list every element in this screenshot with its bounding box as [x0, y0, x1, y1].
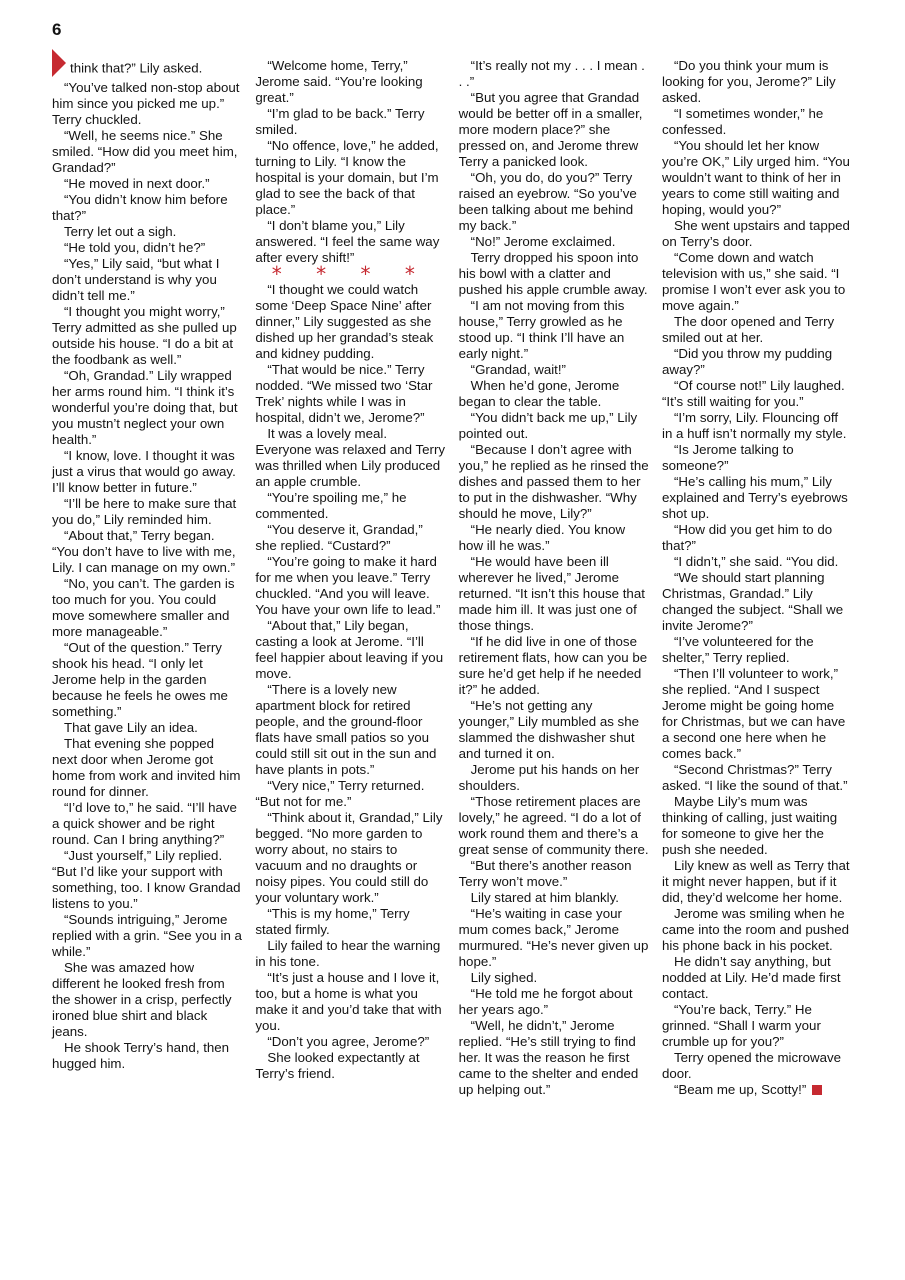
paragraph	[459, 58, 649, 90]
paragraph-text: Lily stared at him blankly.	[470, 890, 619, 905]
paragraph	[459, 522, 649, 554]
paragraph-text: “I’ve volunteered for the shelter,” Terry replied.	[661, 634, 814, 665]
paragraph-text: “You’re going to make it hard for me when you leave.” Terry chuckled. “And you will leave. You have your own life to lead.”	[255, 554, 441, 617]
paragraph-text: “You deserve it, Grandad,” she replied. “Custard?”	[255, 522, 423, 553]
paragraph-text: Terry opened the microwave door.	[661, 1050, 842, 1081]
paragraph-text: Jerome was smiling when he came into the room and pushed his phone back in his pocket.	[661, 906, 849, 953]
paragraph	[459, 378, 649, 410]
paragraph-text: “Well, he seems nice.” She smiled. “How did you meet him, Grandad?”	[52, 128, 238, 175]
paragraph-text: “Of course not!” Lily laughed. “It’s still waiting for you.”	[661, 378, 845, 409]
paragraph	[459, 698, 649, 762]
paragraph	[52, 128, 242, 176]
paragraph	[459, 170, 649, 234]
paragraph	[52, 256, 242, 304]
paragraph-text: She was amazed how different he looked fresh from the shower in a crisp, perfectly ironed blue shirt and black jeans.	[52, 960, 232, 1039]
paragraph	[662, 106, 852, 138]
paragraph-text: “Do you think your mum is looking for you, Jerome?” Lily asked.	[661, 58, 836, 105]
paragraph-text: It was a lovely meal. Everyone was relaxed and Terry was thrilled when Lily produced an apple crumble.	[255, 426, 446, 489]
paragraph-text: think that?” Lily asked.	[70, 60, 203, 76]
paragraph	[662, 522, 852, 554]
scene-break	[255, 262, 445, 286]
paragraph	[459, 90, 649, 170]
end-of-story-icon	[812, 1085, 822, 1095]
paragraph-text: She went upstairs and tapped on Terry’s door.	[661, 218, 850, 249]
paragraph	[52, 192, 242, 224]
text-column-2	[255, 58, 445, 1098]
paragraph	[459, 986, 649, 1018]
paragraph-text: “No, you can’t. The garden is too much for you. You could move somewhere smaller and more manageable.”	[52, 576, 235, 639]
continued-marker-icon	[52, 49, 66, 77]
paragraph-text: He didn’t say anything, but nodded at Lily. He’d made first contact.	[661, 954, 841, 1001]
paragraph	[662, 346, 852, 378]
paragraph	[255, 138, 445, 218]
paragraph-text: “He moved in next door.”	[64, 176, 210, 191]
paragraph-text: * * * *	[271, 262, 429, 286]
page-number: 6	[52, 20, 62, 39]
paragraph-text: “You’re spoiling me,” he commented.	[255, 490, 407, 521]
text-column-4	[662, 58, 852, 1098]
paragraph-text: “If he did live in one of those retirement flats, how can you be sure he’d get help if he needed it?” he added.	[458, 634, 648, 697]
paragraph	[459, 442, 649, 522]
paragraph-text: “Beam me up, Scotty!”	[673, 1082, 807, 1097]
paragraph-text: “About that,” Terry began. “You don’t have to live with me, Lily. I can manage on my own.”	[52, 528, 236, 575]
text-column-3	[459, 58, 649, 1098]
paragraph-text: “I didn’t,” she said. “You did.	[673, 554, 839, 569]
paragraph	[255, 1050, 445, 1082]
paragraph-text: “About that,” Lily began, casting a look at Jerome. “I’ll feel happier about leaving if you move.	[255, 618, 444, 681]
paragraph	[52, 640, 242, 720]
paragraph	[52, 1040, 242, 1072]
paragraph-text: “Oh, you do, do you?” Terry raised an eyebrow. “So you’ve been talking about me behind my back.”	[458, 170, 637, 233]
paragraph-text: “I thought you might worry,” Terry admitted as she pulled up outside his house. “I do a bit at the foodbank as well.”	[52, 304, 237, 367]
paragraph	[52, 960, 242, 1040]
paragraph-text: “How did you get him to do that?”	[661, 522, 833, 553]
paragraph	[255, 1034, 445, 1050]
paragraph-text: “He nearly died. You know how ill he was.”	[458, 522, 626, 553]
paragraph-text: “I know, love. I thought it was just a virus that would go away. I’ll know better in future.”	[52, 448, 236, 495]
paragraph-text: “It’s just a house and I love it, too, but a home is what you make it and you’d take that with you.	[255, 970, 442, 1033]
paragraph	[459, 1018, 649, 1098]
paragraph	[662, 762, 852, 794]
paragraph	[662, 442, 852, 474]
paragraph	[255, 906, 445, 938]
paragraph-text: “Well, he didn’t,” Jerome replied. “He’s still trying to find her. It was the reason he first came to the shelter and ended up helping out.”	[458, 1018, 639, 1097]
paragraph	[662, 1082, 852, 1098]
paragraph-text: Jerome put his hands on her shoulders.	[458, 762, 640, 793]
paragraph-text: That evening she popped next door when Jerome got home from work and invited him round for dinner.	[52, 736, 241, 799]
paragraph-text: Terry let out a sigh.	[64, 224, 177, 239]
paragraph	[662, 138, 852, 218]
paragraph	[662, 218, 852, 250]
paragraph	[662, 410, 852, 442]
paragraph-text: “Did you throw my pudding away?”	[661, 346, 833, 377]
paragraph	[662, 554, 852, 570]
paragraph	[255, 810, 445, 906]
paragraph	[52, 448, 242, 496]
paragraph	[459, 298, 649, 362]
paragraph-text: “He told me he forgot about her years ago.”	[458, 986, 633, 1017]
paragraph	[52, 58, 242, 80]
paragraph-text: “It’s really not my . . . I mean . . .”	[458, 58, 645, 89]
paragraph-text: “He’s not getting any younger,” Lily mumbled as she slammed the dishwasher shut and turned it on.	[458, 698, 639, 761]
paragraph	[459, 890, 649, 906]
paragraph-text: “But you agree that Grandad would be better off in a smaller, more modern place?” she pressed on, and Jerome threw Terry a panicked look.	[458, 90, 643, 169]
paragraph	[662, 954, 852, 1002]
paragraph	[52, 848, 242, 912]
paragraph	[459, 250, 649, 298]
paragraph	[662, 58, 852, 106]
paragraph	[662, 314, 852, 346]
paragraph	[255, 682, 445, 778]
paragraph	[255, 938, 445, 970]
paragraph	[255, 426, 445, 490]
paragraph	[459, 794, 649, 858]
paragraph-text: That gave Lily an idea.	[64, 720, 198, 735]
paragraph	[662, 666, 852, 762]
paragraph-text: “You should let her know you’re OK,” Lily urged him. “You wouldn’t want to think of her in years to come still waiting and hoping, would you?”	[661, 138, 850, 217]
paragraph-text: “Yes,” Lily said, “but what I don’t understand is why you didn’t tell me.”	[52, 256, 220, 303]
paragraph-text: “There is a lovely new apartment block for retired people, and the ground-floor flats have small patios so you could still sit out in the sun and have plants in pots.”	[255, 682, 437, 777]
paragraph-text: “Think about it, Grandad,” Lily begged. “No more garden to worry about, no stairs to vacuum and no draughts or noisy pipes. You could still do your voluntary work.”	[255, 810, 443, 905]
paragraph-text: Maybe Lily’s mum was thinking of calling, just waiting for someone to give her the push she needed.	[661, 794, 838, 857]
paragraph-text: “Sounds intriguing,” Jerome replied with a grin. “See you in a while.”	[52, 912, 242, 959]
paragraph	[52, 240, 242, 256]
paragraph	[255, 778, 445, 810]
paragraph	[459, 410, 649, 442]
paragraph	[255, 970, 445, 1034]
paragraph	[255, 522, 445, 554]
paragraph-text: “I’m glad to be back.” Terry smiled.	[255, 106, 425, 137]
paragraph	[459, 634, 649, 698]
paragraph-text: “Those retirement places are lovely,” he agreed. “I do a lot of work round them and there’s a great sense of community there.	[458, 794, 649, 857]
paragraph-text: “I thought we could watch some ‘Deep Space Nine’ after dinner,” Lily suggested as she dished up her grandad’s steak and kidney pudding.	[255, 282, 434, 361]
paragraph-text: “Grandad, wait!”	[470, 362, 566, 377]
paragraph-text: “Don’t you agree, Jerome?”	[267, 1034, 430, 1049]
paragraph-text: “This is my home,” Terry stated firmly.	[255, 906, 410, 937]
paragraph-text: “You’re back, Terry.” He grinned. “Shall I warm your crumble up for you?”	[661, 1002, 821, 1049]
paragraph	[255, 106, 445, 138]
paragraph-text: “He’s calling his mum,” Lily explained and Terry’s eyebrows shot up.	[661, 474, 848, 521]
paragraph-text: “Just yourself,” Lily replied. “But I’d like your support with something, too. I know Grandad listens to you.”	[52, 848, 241, 911]
paragraph	[255, 362, 445, 426]
paragraph-text: “Because I don’t agree with you,” he replied as he rinsed the dishes and passed them to her to put in the dishwasher. “Why should he move, Lily?”	[458, 442, 649, 521]
paragraph-text: “We should start planning Christmas, Grandad.” Lily changed the subject. “Shall we invite Jerome?”	[661, 570, 844, 633]
paragraph-text: “No offence, love,” he added, turning to Lily. “I know the hospital is your domain, but I’m glad to see the back of that place.”	[255, 138, 439, 217]
paragraph-text: “Second Christmas?” Terry asked. “I like the sound of that.”	[661, 762, 848, 793]
text-column-1	[52, 58, 242, 1098]
paragraph	[662, 794, 852, 858]
paragraph-text: Lily failed to hear the warning in his tone.	[255, 938, 441, 969]
paragraph	[255, 218, 445, 266]
paragraph	[662, 1050, 852, 1082]
paragraph	[459, 762, 649, 794]
paragraph	[662, 858, 852, 906]
article-columns	[52, 58, 852, 1098]
paragraph	[52, 496, 242, 528]
paragraph	[459, 554, 649, 634]
paragraph-text: “You didn’t know him before that?”	[52, 192, 228, 223]
paragraph-text: The door opened and Terry smiled out at her.	[661, 314, 835, 345]
paragraph-text: Lily knew as well as Terry that it might never happen, but if it did, they’d welcome her home.	[661, 858, 850, 905]
paragraph-text: Lily sighed.	[470, 970, 538, 985]
paragraph-text: “Welcome home, Terry,” Jerome said. “You’re looking great.”	[255, 58, 423, 105]
paragraph	[52, 368, 242, 448]
paragraph	[52, 736, 242, 800]
paragraph-text: “That would be nice.” Terry nodded. “We missed two ‘Star Trek’ nights while I was in hospital, didn’t we, Jerome?”	[255, 362, 433, 425]
paragraph-text: He shook Terry’s hand, then hugged him.	[52, 1040, 230, 1071]
paragraph	[52, 80, 242, 128]
paragraph	[255, 554, 445, 618]
paragraph-text: “I am not moving from this house,” Terry growled as he stood up. “I think I’ll have an early night.”	[458, 298, 625, 361]
paragraph	[52, 720, 242, 736]
paragraph	[255, 58, 445, 106]
paragraph	[662, 474, 852, 522]
paragraph-text: “He told you, didn’t he?”	[64, 240, 206, 255]
paragraph-text: She looked expectantly at Terry’s friend.	[255, 1050, 420, 1081]
paragraph	[52, 576, 242, 640]
paragraph	[662, 378, 852, 410]
paragraph	[255, 282, 445, 362]
paragraph-text: “I don’t blame you,” Lily answered. “I feel the same way after every shift!”	[255, 218, 440, 265]
paragraph	[52, 800, 242, 848]
paragraph-text: “Is Jerome talking to someone?”	[661, 442, 794, 473]
paragraph	[662, 1002, 852, 1050]
paragraph-text: “I’m sorry, Lily. Flouncing off in a huff isn’t normally my style.	[661, 410, 847, 441]
paragraph-text: “Oh, Grandad.” Lily wrapped her arms round him. “I think it’s wonderful you’re doing that, but you mustn’t neglect your own health.”	[52, 368, 238, 447]
paragraph	[662, 570, 852, 634]
paragraph-text: “I’ll be here to make sure that you do,” Lily reminded him.	[52, 496, 237, 527]
paragraph-text: “But there’s another reason Terry won’t move.”	[458, 858, 632, 889]
paragraph-text: “No!” Jerome exclaimed.	[470, 234, 616, 249]
paragraph-text: “He’s waiting in case your mum comes back,” Jerome murmured. “He’s never given up hope.”	[458, 906, 649, 969]
paragraph-text: “I sometimes wonder,” he confessed.	[661, 106, 824, 137]
paragraph-text: “Come down and watch television with us,” she said. “I promise I won’t ever ask you to move again.”	[661, 250, 846, 313]
paragraph	[662, 634, 852, 666]
paragraph	[662, 906, 852, 954]
paragraph	[52, 224, 242, 240]
paragraph-text: “He would have been ill wherever he lived,” Jerome returned. “It isn’t this house that made him ill. It was just one of those things.	[458, 554, 645, 633]
paragraph	[52, 528, 242, 576]
paragraph	[255, 490, 445, 522]
paragraph-text: When he’d gone, Jerome began to clear the table.	[458, 378, 620, 409]
paragraph	[52, 912, 242, 960]
paragraph-text: “Then I’ll volunteer to work,” she replied. “And I suspect Jerome might be going home for Christmas, but we can have a second one here when he comes back.”	[661, 666, 846, 761]
paragraph	[459, 906, 649, 970]
paragraph	[459, 970, 649, 986]
paragraph-text: “Very nice,” Terry returned. “But not for me.”	[255, 778, 425, 809]
paragraph-text: “I’d love to,” he said. “I’ll have a quick shower and be right round. Can I bring anything?”	[52, 800, 237, 847]
paragraph	[459, 858, 649, 890]
paragraph	[52, 176, 242, 192]
paragraph-text: “You’ve talked non-stop about him since you picked me up.” Terry chuckled.	[52, 80, 240, 127]
paragraph	[255, 618, 445, 682]
paragraph	[459, 362, 649, 378]
paragraph-text: Terry dropped his spoon into his bowl with a clatter and pushed his apple crumble away.	[458, 250, 648, 297]
paragraph	[52, 304, 242, 368]
paragraph	[459, 234, 649, 250]
paragraph-text: “Out of the question.” Terry shook his head. “I only let Jerome help in the garden because he feels he owes me something.”	[52, 640, 228, 719]
paragraph-text: “You didn’t back me up,” Lily pointed out.	[458, 410, 638, 441]
paragraph	[662, 250, 852, 314]
